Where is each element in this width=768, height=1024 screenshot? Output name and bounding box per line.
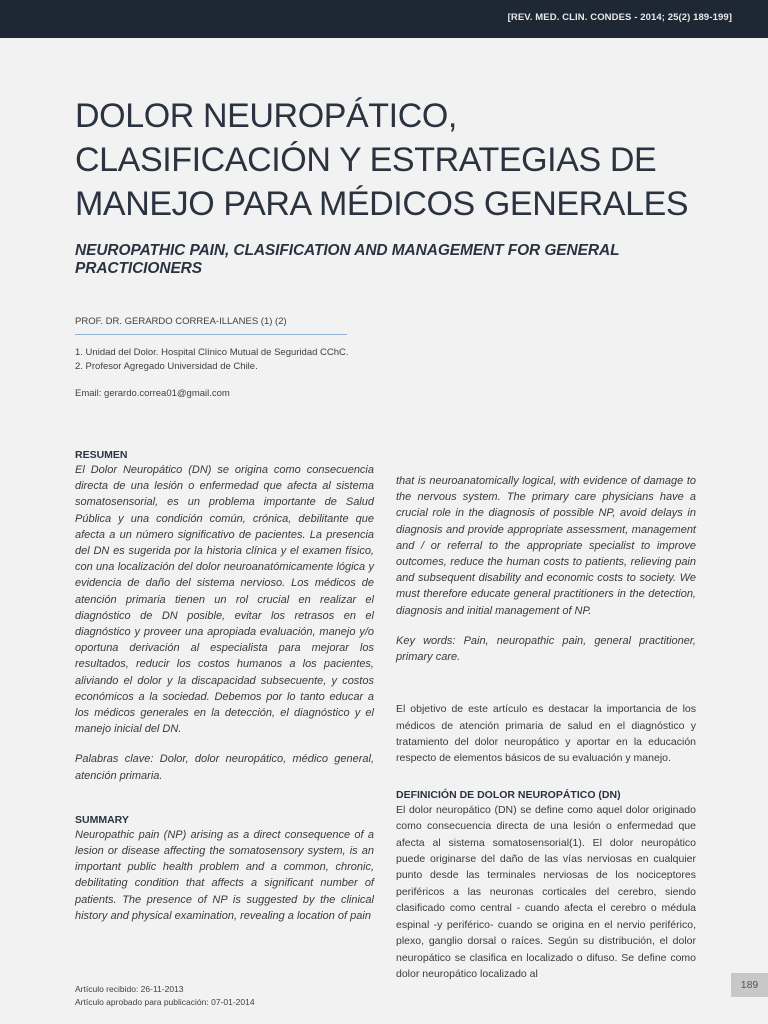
resumen-keywords: Palabras clave: Dolor, dolor neuropático, médico general, atención primaria. bbox=[75, 753, 374, 782]
journal-reference: [REV. MED. CLIN. CONDES - 2014; 25(2) 189-199] bbox=[507, 12, 732, 23]
author-email: Email: gerardo.correa01@gmail.com bbox=[75, 388, 230, 399]
summary-keywords: Key words: Pain, neuropathic pain, general practitioner, primary care. bbox=[396, 634, 696, 664]
affiliations bbox=[75, 346, 349, 374]
summary-text-continued: that is neuroanatomically logical, with evidence of damage to the nervous system. The primary care physicians have a crucial role in the diagnosis of possible NP, avoid delays in diagnosis and provide appropriate assessment, management and / or referral to the appropriate specialist to improve outcomes, reduce the human costs to patients, relieving pain and subsequent disability and economic costs to society. We must therefore educate general practitioners in the detection, diagnosis and initial management of NP. bbox=[396, 475, 696, 617]
left-column bbox=[75, 449, 374, 924]
approved-date: Artículo aprobado para publicación: 07-01-2014 bbox=[75, 997, 255, 1007]
page-number: 189 bbox=[731, 973, 768, 997]
author-line: PROF. DR. GERARDO CORREA-ILLANES (1) (2) bbox=[75, 316, 287, 327]
definition-heading: DEFINICIÓN DE DOLOR NEUROPÁTICO (DN) bbox=[396, 788, 621, 801]
author-divider bbox=[75, 334, 347, 335]
article-title: DOLOR NEUROPÁTICO, CLASIFICACIÓN Y ESTRATEGIAS DE MANEJO PARA MÉDICOS GENERALES bbox=[75, 97, 689, 223]
summary-heading: SUMMARY bbox=[75, 813, 129, 826]
resumen-heading: RESUMEN bbox=[75, 449, 128, 461]
article-dates bbox=[75, 983, 255, 1009]
article-subtitle: NEUROPATHIC PAIN, CLASIFICATION AND MANAGEMENT FOR GENERAL PRACTICIONERS bbox=[75, 242, 620, 277]
affiliation-1: 1. Unidad del Dolor. Hospital Clínico Mutual de Seguridad CChC. bbox=[75, 347, 349, 358]
intro-paragraph: El objetivo de este artículo es destacar la importancia de los médicos de atención primaria de salud en el diagnóstico y tratamiento del dolor neuropático y aportar en la educación respecto de elementos básicos de su evaluación y manejo. bbox=[396, 703, 696, 765]
received-date: Artículo recibido: 26-11-2013 bbox=[75, 984, 184, 994]
affiliation-2: 2. Profesor Agregado Universidad de Chile. bbox=[75, 361, 258, 372]
header-bar bbox=[0, 0, 768, 38]
right-column bbox=[396, 473, 696, 982]
summary-text: Neuropathic pain (NP) arising as a direct consequence of a lesion or disease affecting the somatosensory system, is an important public health problem and a common, chronic, debilitating condition that affects a significant number of patients. The presence of NP is suggested by the clinical history and physical examination, revealing a location of pain bbox=[75, 828, 374, 922]
resumen-text: El Dolor Neuropático (DN) se origina como consecuencia directa de una lesión o enfermedad que afecta al sistema somatosensorial, es un problema importante de Salud Pública y una condición común, crónica, debilitante que afecta a un número significativo de pacientes. La presencia del DN es sugerida por la historia clínica y el examen físico, con una localización del dolor neuroanatómicamente lógica y evidencia de daño del sistema nervioso. Los médicos de atención primaria tienen un rol crucial en realizar el diagnóstico de DN posible, evitar los retrasos en el diagnóstico y proveer una apropiada evaluación, manejo y/o oportuna derivación al especialista para mejorar los resultados, reducir los costos humanos a los pacientes, aliviando el dolor y la discapacidad subsecuente, y costos económicos a la sociedad. Debemos por lo tanto educar a los médicos generales en la detección, el diagnóstico y el manejo inicial del DN. bbox=[75, 464, 374, 736]
definition-text: El dolor neuropático (DN) se define como aquel dolor originado como consecuencia directa de una lesión o enfermedad que afecta al sistema somatosensorial(1). El dolor neuropático puede originarse del daño de las vías nerviosas en cualquier punto desde las terminales nerviosas de los nociceptores periféricos a las neuronas corticales del cerebro, siendo clasificado como central - cuando afecta el cerebro o médula espinal -y periférico- cuando se origina en el nervio periférico, plexo, ganglio dorsal o raíces. Según su distribución, el dolor neuropático se clasifica en localizado o difuso. Se define como dolor neuropático localizado al bbox=[396, 803, 696, 980]
